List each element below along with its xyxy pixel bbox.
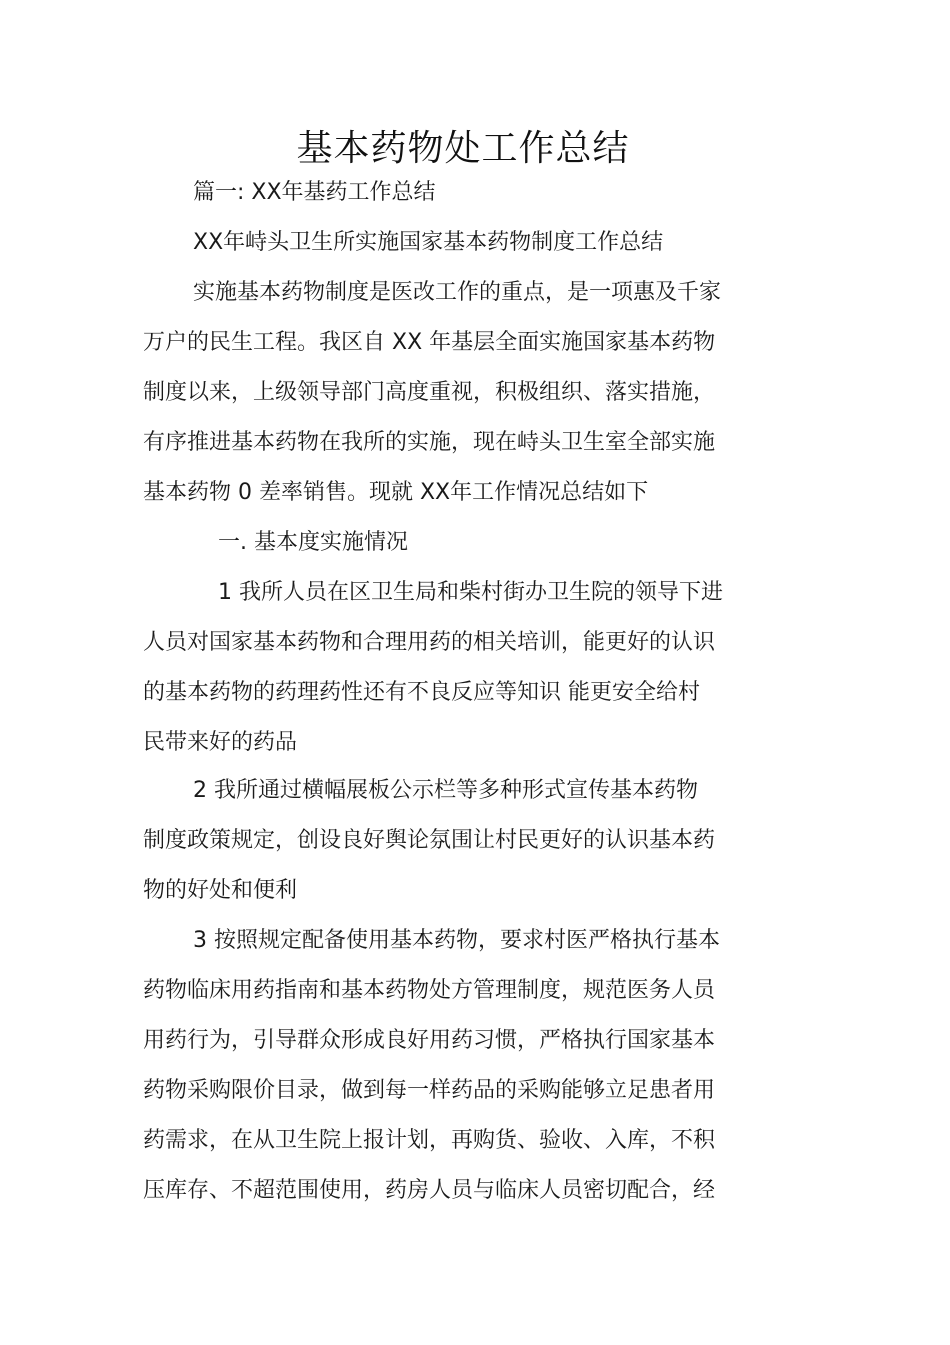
- text-line: 制度政策规定，创设良好舆论氛围让村民更好的认识基本药: [143, 828, 716, 853]
- text-line-item-2: 2 我所通过横幅展板公示栏等多种形式宣传基本药物: [193, 778, 698, 803]
- text-line: 人员对国家基本药物和合理用药的相关培训，能更好的认识: [143, 630, 716, 655]
- text-line: 药物采购限价目录，做到每一样药品的采购能够立足患者用: [143, 1078, 716, 1103]
- text-line: 药需求，在从卫生院上报计划，再购货、验收、入库，不积: [143, 1128, 716, 1153]
- text-line: 压库存、不超范围使用，药房人员与临床人员密切配合，经: [143, 1178, 716, 1203]
- text-line: 有序推进基本药物在我所的实施，现在峙头卫生室全部实施: [143, 430, 716, 455]
- text-line: 药物临床用药指南和基本药物处方管理制度，规范医务人员: [143, 978, 716, 1003]
- text-line: 制度以来，上级领导部门高度重视，积极组织、落实措施，: [143, 380, 716, 405]
- text-line-section-heading: 篇一: XX年基药工作总结: [193, 180, 436, 205]
- text-line: 物的好处和便利: [143, 878, 298, 903]
- text-line: 基本药物 0 差率销售。现就 XX年工作情况总结如下: [143, 480, 649, 505]
- text-line: 万户的民生工程。我区自 XX 年基层全面实施国家基本药物: [143, 330, 716, 355]
- text-line-subheading: 一. 基本度实施情况: [218, 530, 408, 555]
- text-line: 用药行为，引导群众形成良好用药习惯，严格执行国家基本: [143, 1028, 716, 1053]
- text-line: 实施基本药物制度是医改工作的重点，是一项惠及千家: [193, 280, 722, 305]
- text-line: 的基本药物的药理药性还有不良反应等知识 能更安全给村: [143, 680, 700, 705]
- text-line-item-1: 1 我所人员在区卫生局和柴村街办卫生院的领导下进: [218, 580, 723, 605]
- text-line: 民带来好的药品: [143, 730, 298, 755]
- document-title: 基本药物处工作总结: [296, 128, 630, 169]
- text-line-subtitle: XX年峙头卫生所实施国家基本药物制度工作总结: [193, 230, 664, 255]
- text-line-item-3: 3 按照规定配备使用基本药物，要求村医严格执行基本: [193, 928, 720, 953]
